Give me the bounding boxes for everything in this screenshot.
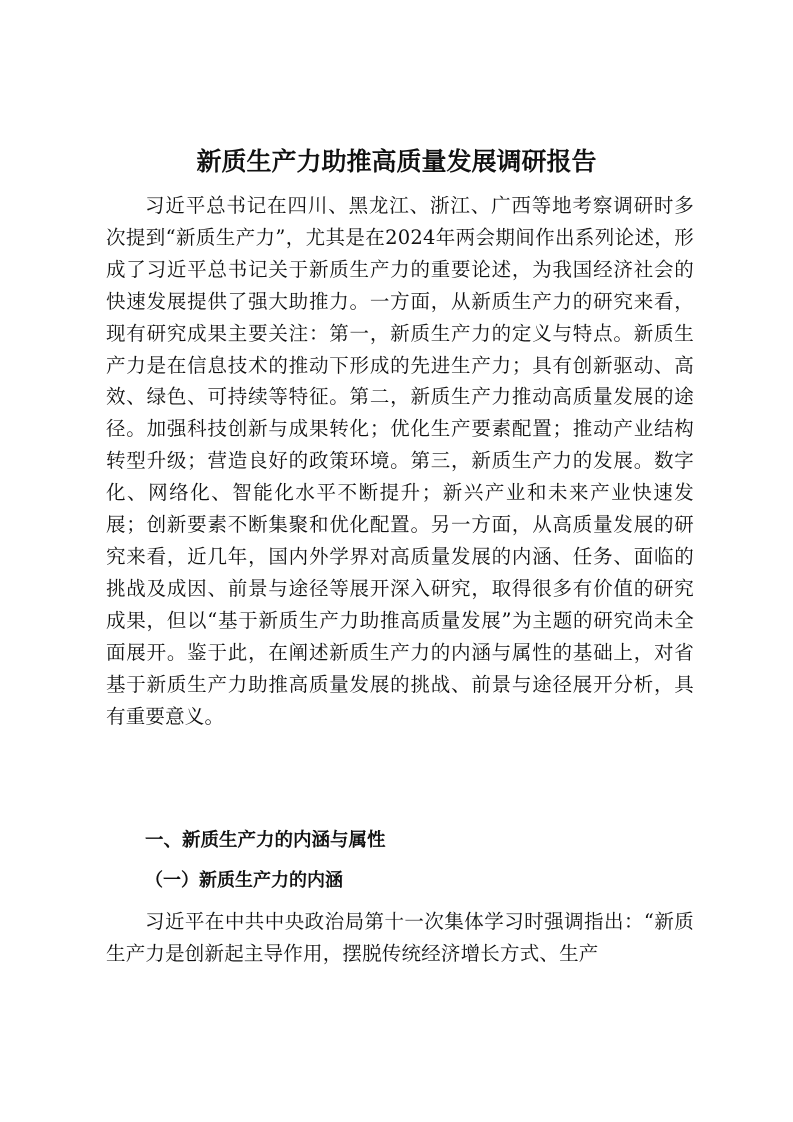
subsection-heading: （一）新质生产力的内涵	[145, 870, 343, 891]
body-paragraph-quote: 习近平在中共中央政治局第十一次集体学习时强调指出：“新质生产力是创新起主导作用，摆脱传统经济增长方式、生产	[106, 910, 694, 965]
section-heading: 一、新质生产力的内涵与属性	[145, 830, 386, 851]
body-paragraph-intro: 习近平总书记在四川、黑龙江、浙江、广西等地考察调研时多次提到“新质生产力”，尤其是在2024年两会期间作出系列论述，形成了习近平总书记关于新质生产力的重要论述，为我国经济社会的快速发展提供了强大助推力。一方面，从新质生产力的研究来看，现有研究成果主要关注：第一，新质生产力的定义与特点。新质生产力是在信息技术的推动下形成的先进生产力；具有创新驱动、高效、绿色、可持续等特征。第二，新质生产力推动高质量发展的途径。加强科技创新与成果转化；优化生产要素配置；推动产业结构转型升级；营造良好的政策环境。第三，新质生产力的发展。数字化、网络化、智能化水平不断提升；新兴产业和未来产业快速发展；创新要素不断集聚和优化配置。另一方面，从高质量发展的研究来看，近几年，国内外学界对高质量发展的内涵、任务、面临的挑战及成因、前景与途径等展开深入研究，取得很多有价值的研究成果，但以“基于新质生产力助推高质量发展”为主题的研究尚未全面展开。鉴于此，在阐述新质生产力的内涵与属性的基础上，对省基于新质生产力助推高质量发展的挑战、前景与途径展开分析，具有重要意义。	[106, 194, 694, 728]
document-title: 新质生产力助推高质量发展调研报告	[196, 147, 597, 176]
